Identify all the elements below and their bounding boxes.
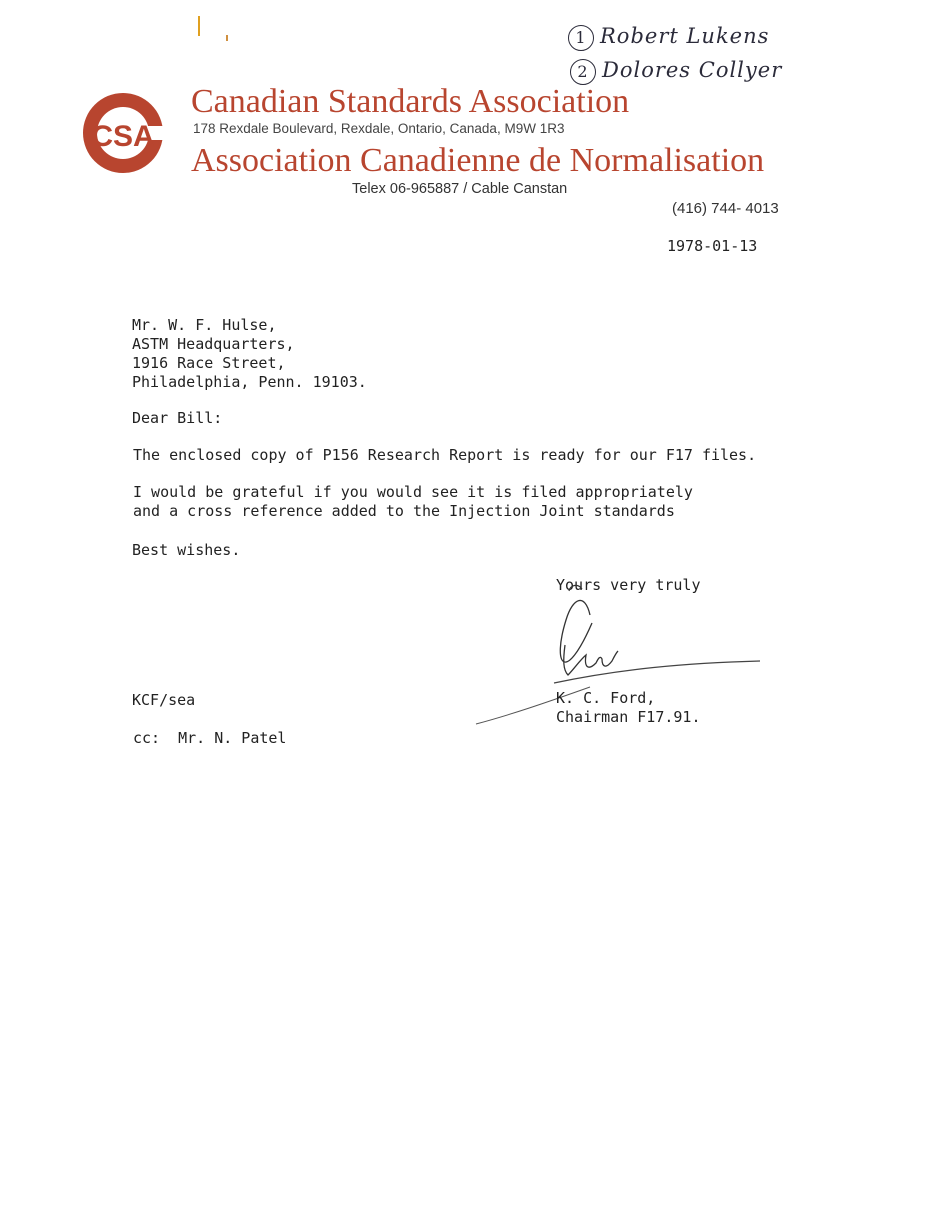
- circled-number: 2: [570, 59, 596, 85]
- paragraph-line: and a cross reference added to the Injection Joint standards: [133, 502, 675, 520]
- org-name-english: Canadian Standards Association: [191, 83, 630, 120]
- recipient-line: 1916 Race Street,: [132, 354, 286, 372]
- signer-block: [556, 689, 701, 727]
- recipient-line: ASTM Headquarters,: [132, 335, 295, 353]
- valediction: Yours very truly: [556, 576, 701, 594]
- recipient-line: Mr. W. F. Hulse,: [132, 316, 277, 334]
- stray-mark: [198, 16, 200, 36]
- org-address: 178 Rexdale Boulevard, Rexdale, Ontario, Canada, M9W 1R3: [193, 121, 565, 136]
- telex-cable: Telex 06-965887 / Cable Canstan: [352, 181, 568, 197]
- stray-mark: [226, 35, 228, 41]
- handwritten-name: Robert Lukens: [600, 24, 770, 48]
- salutation: Dear Bill:: [132, 409, 223, 427]
- phone-number: (416) 744- 4013: [672, 200, 779, 217]
- letter-date: 1978-01-13: [667, 237, 758, 255]
- cc-label: cc:: [133, 729, 161, 747]
- signer-title: Chairman F17.91.: [556, 708, 701, 726]
- cc-line: [133, 729, 286, 747]
- circled-number: 1: [568, 25, 594, 51]
- recipient-address: [132, 316, 367, 392]
- org-name-french: Association Canadienne de Normalisation: [191, 142, 765, 179]
- recipient-line: Philadelphia, Penn. 19103.: [132, 373, 367, 391]
- body-paragraph-1: The enclosed copy of P156 Research Report is ready for our F17 files.: [133, 446, 757, 464]
- cc-name: Mr. N. Patel: [178, 729, 287, 747]
- logo-text: CSA: [91, 120, 155, 153]
- handwritten-name: Dolores Collyer: [602, 58, 783, 82]
- handwritten-note-line-2: [570, 58, 782, 85]
- body-paragraph-2: [133, 483, 693, 521]
- paragraph-line: I would be grateful if you would see it is filed appropriately: [133, 483, 693, 501]
- handwritten-note-line-1: [568, 24, 769, 51]
- reference-initials: KCF/sea: [132, 691, 196, 709]
- signer-name: K. C. Ford,: [556, 689, 656, 707]
- csa-logo: [83, 88, 165, 178]
- closing-wish: Best wishes.: [132, 541, 241, 559]
